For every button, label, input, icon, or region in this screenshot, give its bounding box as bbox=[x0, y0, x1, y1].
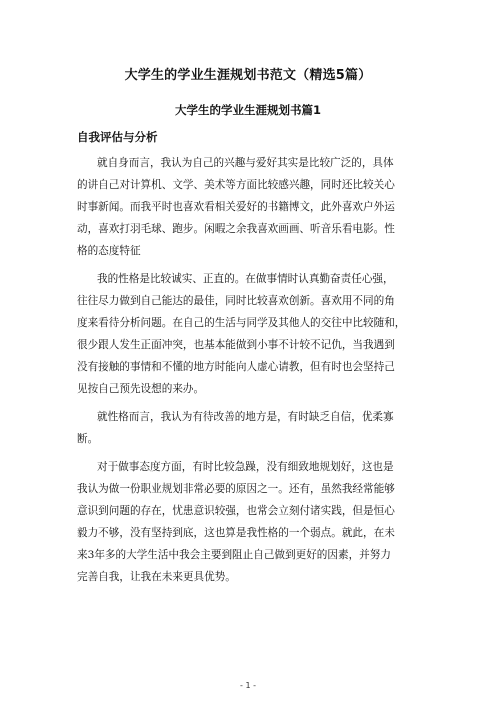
paragraph-line: 就自身而言，我认为自己的兴趣与爱好其实是比较广泛的，具体 bbox=[97, 157, 394, 169]
paragraph-4 bbox=[77, 456, 435, 588]
document-subtitle: 大学生的学业生涯规划书篇1 bbox=[174, 103, 321, 117]
paragraph-line: 见按自己预先设想的来办。 bbox=[77, 383, 205, 395]
paragraph-line: 我认为做一份职业规划非常必要的原因之一。还有，虽然我经常能够 bbox=[77, 483, 395, 495]
paragraph-line: 格的态度特征 bbox=[77, 245, 141, 257]
paragraph-line: 没有接触的事情和不懂的地方时能向人虚心请教，但有时也会坚持己 bbox=[77, 361, 395, 373]
paragraph-line: 我的性格是比较诚实、正直的。在做事情时认真勤奋责任心强， bbox=[97, 273, 394, 285]
paragraph-line: 度来看待分析问题。在自己的生活与同学及其他人的交往中比较随和， bbox=[77, 317, 406, 329]
paragraph-line: 往往尽力做到自己能达的最佳，同时比较喜欢创新。喜欢用不同的角 bbox=[77, 295, 395, 307]
paragraph-3 bbox=[77, 406, 435, 450]
paragraph-line: 完善自我，让我在未来更具优势。 bbox=[77, 571, 236, 583]
paragraph-line: 来3年多的大学生活中我会主要到阻止自己做到更好的因素，并努力 bbox=[77, 549, 391, 561]
paragraph-line: 时事新闻。而我平时也喜欢看相关爱好的书籍博文，此外喜欢户外运 bbox=[77, 201, 395, 213]
paragraph-line: 毅力不够，没有坚持到底，这也算是我性格的一个弱点。就此，在未 bbox=[77, 527, 395, 539]
paragraph-line: 动，喜欢打羽毛球、跑步。闲暇之余我喜欢画画、听音乐看电影。性 bbox=[77, 223, 395, 235]
paragraph-line: 就性格而言，我认为有待改善的地方是，有时缺乏自信，优柔寡 bbox=[97, 411, 394, 423]
paragraph-2 bbox=[77, 268, 435, 400]
section-heading: 自我评估与分析 bbox=[77, 130, 158, 144]
paragraph-line: 对于做事态度方面，有时比较急躁，没有细致地规划好，这也是 bbox=[97, 461, 394, 473]
document-title: 大学生的学业生涯规划书范文（精选5篇） bbox=[124, 68, 372, 83]
document-body bbox=[77, 152, 435, 588]
paragraph-1 bbox=[77, 152, 435, 262]
paragraph-line: 意识到问题的存在，忧患意识较强，也常会立刻付诸实践，但是恒心 bbox=[77, 505, 395, 517]
paragraph-line: 断。 bbox=[77, 433, 99, 445]
paragraph-line: 的讲自己对计算机、文学、美术等方面比较感兴趣，同时还比较关心 bbox=[77, 179, 395, 191]
page-number: - 1 - bbox=[240, 681, 256, 690]
paragraph-line: 很少跟人发生正面冲突，也基本能做到小事不计较不记仇，当我遇到 bbox=[77, 339, 395, 351]
